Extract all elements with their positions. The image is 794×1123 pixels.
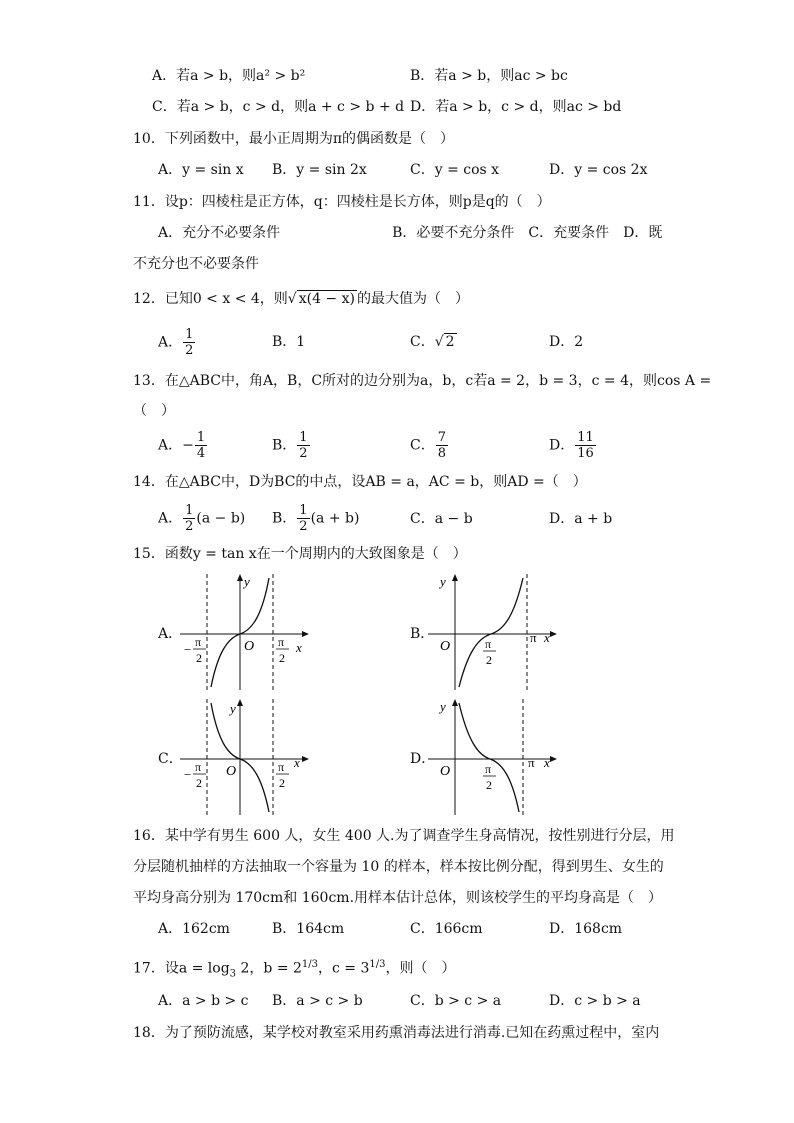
tan-curve xyxy=(459,578,523,687)
q16-option-d: D．168cm xyxy=(549,921,623,937)
fraction-denominator: 2 xyxy=(185,519,194,534)
q16-stem-line3: 平均身高分别为 170cm和 160cm.用样本估计总体，则该校学生的平均身高是（ ） xyxy=(133,890,663,906)
fraction-numerator: 1 xyxy=(299,430,308,445)
y-axis-arrow xyxy=(237,699,243,706)
q16-option-b: B．164cm xyxy=(272,921,345,937)
q13-option-a-label: A．− xyxy=(158,437,194,454)
q11-options-line2: 不充分也不必要条件 xyxy=(133,256,259,272)
q14-option-b xyxy=(272,503,359,534)
q12-option-d: D．2 xyxy=(549,334,584,350)
q9-option-d: D．若a > b，c > d，则ac > bd xyxy=(410,99,622,115)
pi-num: π xyxy=(278,635,285,649)
q17-option-c: C．b > c > a xyxy=(410,993,502,1009)
fraction-numerator: 7 xyxy=(437,430,446,445)
sqrt-symbol: √ xyxy=(287,291,297,307)
q18-stem-line1: 18．为了预防流感，某学校对教室采用药熏消毒法进行消毒.已知在药熏过程中，室内 xyxy=(133,1025,660,1041)
y-label: y xyxy=(440,699,446,714)
fraction-numerator: 1 xyxy=(196,430,206,445)
pi-num: π xyxy=(195,760,202,774)
pi-label: π xyxy=(528,755,535,770)
q13-stem: 13．在△ABC中，角A，B，C所对的边分别为a，b，c若a = 2，b = 3，c = 4，则cos A = xyxy=(133,373,712,389)
q13-option-d-fraction xyxy=(575,430,596,461)
q12-option-a-label: A． xyxy=(158,334,183,351)
fraction-denominator: 16 xyxy=(577,446,594,461)
q10-option-d: D．y = cos 2x xyxy=(549,162,648,178)
q14-option-a xyxy=(158,503,245,534)
q13-option-c-label: C． xyxy=(410,437,435,454)
cot-like-curve xyxy=(459,703,519,812)
q11-stem: 11．设p：四棱柱是正方体，q：四棱柱是长方体，则p是q的（ ） xyxy=(133,194,551,210)
q15-graph-a xyxy=(180,572,310,692)
q10-stem: 10．下列函数中，最小正周期为π的偶函数是（ ） xyxy=(133,131,455,147)
fraction-denominator: 2 xyxy=(299,446,308,461)
q12-stem-post: 的最大值为（ ） xyxy=(356,291,469,307)
y-axis-arrow xyxy=(452,574,458,581)
q15-option-c-label: C． xyxy=(158,751,183,767)
origin-label: O xyxy=(244,639,255,654)
q9-option-b: B．若a > b，则ac > bc xyxy=(410,68,568,84)
q15-graph-d xyxy=(428,697,558,817)
q17-log-base: 3 xyxy=(229,968,237,980)
pi-den: 2 xyxy=(196,651,202,665)
q12-option-c-radicand: 2 xyxy=(445,334,455,350)
q12-stem-pre: 12．已知0 < x < 4，则 xyxy=(133,291,288,307)
q12-option-a-fraction xyxy=(183,327,195,358)
q15-graph-b xyxy=(428,572,558,692)
q16-stem-line2: 分层随机抽样的方法抽取一个容量为 10 的样本，样本按比例分配，得到男生、女生的 xyxy=(133,859,664,875)
q13-option-a-fraction xyxy=(195,430,207,461)
pi-label: π xyxy=(530,630,537,645)
fraction-denominator: 4 xyxy=(196,446,206,461)
minus-sign: − xyxy=(184,767,192,782)
q10-option-c: C．y = cos x xyxy=(410,162,500,178)
x-axis-arrow xyxy=(550,756,557,762)
q16-stem-line1: 16．某中学有男生 600 人，女生 400 人.为了调查学生身高情况，按性别进行分层，用 xyxy=(133,828,675,844)
q17-exponent-c: 1/3 xyxy=(369,959,386,970)
y-label: y xyxy=(244,574,250,589)
q15-option-d-label: D． xyxy=(410,751,436,767)
pi-den: 2 xyxy=(279,651,285,665)
q13-paren: （ ） xyxy=(133,403,175,419)
pi-den: 2 xyxy=(486,653,492,667)
origin-label: O xyxy=(440,639,451,654)
q16-option-c: C．166cm xyxy=(410,921,483,937)
x-axis-arrow xyxy=(302,756,309,762)
y-label: y xyxy=(440,574,446,589)
fraction-numerator: 1 xyxy=(185,327,194,342)
pi-num: π xyxy=(195,635,202,649)
q14-option-a-fraction xyxy=(183,503,195,534)
x-label: x xyxy=(296,640,302,655)
fraction-numerator: 1 xyxy=(185,503,194,518)
q13-option-b-fraction xyxy=(297,430,309,461)
fraction-denominator: 8 xyxy=(437,446,446,461)
x-label: x xyxy=(544,630,550,645)
q14-option-c: C．a − b xyxy=(410,511,473,527)
q16-option-a: A．162cm xyxy=(158,921,230,937)
origin-label: O xyxy=(226,764,237,779)
q13-option-a xyxy=(158,430,208,461)
q12-radicand: x(4 − x) xyxy=(298,291,355,307)
q14-stem: 14．在△ABC中，D为BC的中点，设AB = a，AC = b，则AD =（ ） xyxy=(133,474,587,490)
minus-sign: − xyxy=(184,642,192,657)
q11-options-line1: A．充分不必要条件 B．必要不充分条件 C．充要条件 D．既 xyxy=(158,225,663,241)
q17-option-a: A．a > b > c xyxy=(158,993,249,1009)
q14-option-b-expr: (a + b) xyxy=(310,510,360,527)
q9-option-c: C．若a > b，c > d，则a + c > b + d xyxy=(152,99,405,115)
q17-exponent-b: 1/3 xyxy=(301,959,318,970)
q10-option-b: B．y = sin 2x xyxy=(272,162,367,178)
x-axis-arrow xyxy=(550,631,557,637)
q13-option-b-label: B． xyxy=(272,437,297,454)
q14-option-a-expr: (a − b) xyxy=(196,510,246,527)
pi-den: 2 xyxy=(486,778,492,792)
q12-option-b: B．1 xyxy=(272,334,306,350)
sqrt-symbol: √ xyxy=(434,334,444,350)
q13-option-d-label: D． xyxy=(549,437,575,454)
q14-option-d: D．a + b xyxy=(549,511,613,527)
y-axis-arrow xyxy=(452,699,458,706)
q12-option-c xyxy=(410,332,457,352)
q12-option-a xyxy=(158,327,196,358)
q17-stem-mid2: ，c = 3 xyxy=(318,960,370,977)
q15-option-a-label: A． xyxy=(158,626,183,642)
x-label: x xyxy=(294,755,300,770)
fraction-denominator: 2 xyxy=(299,519,308,534)
q15-option-b-label: B． xyxy=(410,626,435,642)
x-label: x xyxy=(544,755,550,770)
q17-stem-post: ，则（ ） xyxy=(385,960,456,977)
q14-option-a-label: A． xyxy=(158,510,183,527)
q15-stem: 15．函数y = tan x在一个周期内的大致图象是（ ） xyxy=(133,546,467,562)
q13-option-b xyxy=(272,430,311,461)
q17-stem xyxy=(133,955,455,984)
q13-option-c xyxy=(410,430,449,461)
origin-label: O xyxy=(440,764,451,779)
q17-option-d: D．c > b > a xyxy=(549,993,641,1009)
q10-option-a: A．y = sin x xyxy=(158,162,244,178)
q12-stem xyxy=(133,289,469,309)
q17-stem-pre: 17．设a = log xyxy=(133,960,230,977)
pi-num: π xyxy=(485,637,492,651)
pi-den: 2 xyxy=(279,776,285,790)
q13-option-d xyxy=(549,430,597,461)
pi-den: 2 xyxy=(196,776,202,790)
pi-num: π xyxy=(485,762,492,776)
q13-option-c-fraction xyxy=(436,430,448,461)
y-axis-arrow xyxy=(237,574,243,581)
q17-stem-mid1: 2，b = 2 xyxy=(236,960,302,977)
q14-option-b-label: B． xyxy=(272,510,297,527)
pi-num: π xyxy=(278,760,285,774)
x-axis-arrow xyxy=(302,631,309,637)
q12-option-c-label: C． xyxy=(410,334,435,350)
y-label: y xyxy=(230,701,236,716)
fraction-numerator: 11 xyxy=(577,430,594,445)
fraction-denominator: 2 xyxy=(185,343,194,358)
fraction-numerator: 1 xyxy=(299,503,308,518)
q15-graph-c xyxy=(180,697,310,817)
q17-option-b: B．a > c > b xyxy=(272,993,363,1009)
q9-option-a: A．若a > b，则a² > b² xyxy=(152,68,306,84)
q14-option-b-fraction xyxy=(297,503,309,534)
